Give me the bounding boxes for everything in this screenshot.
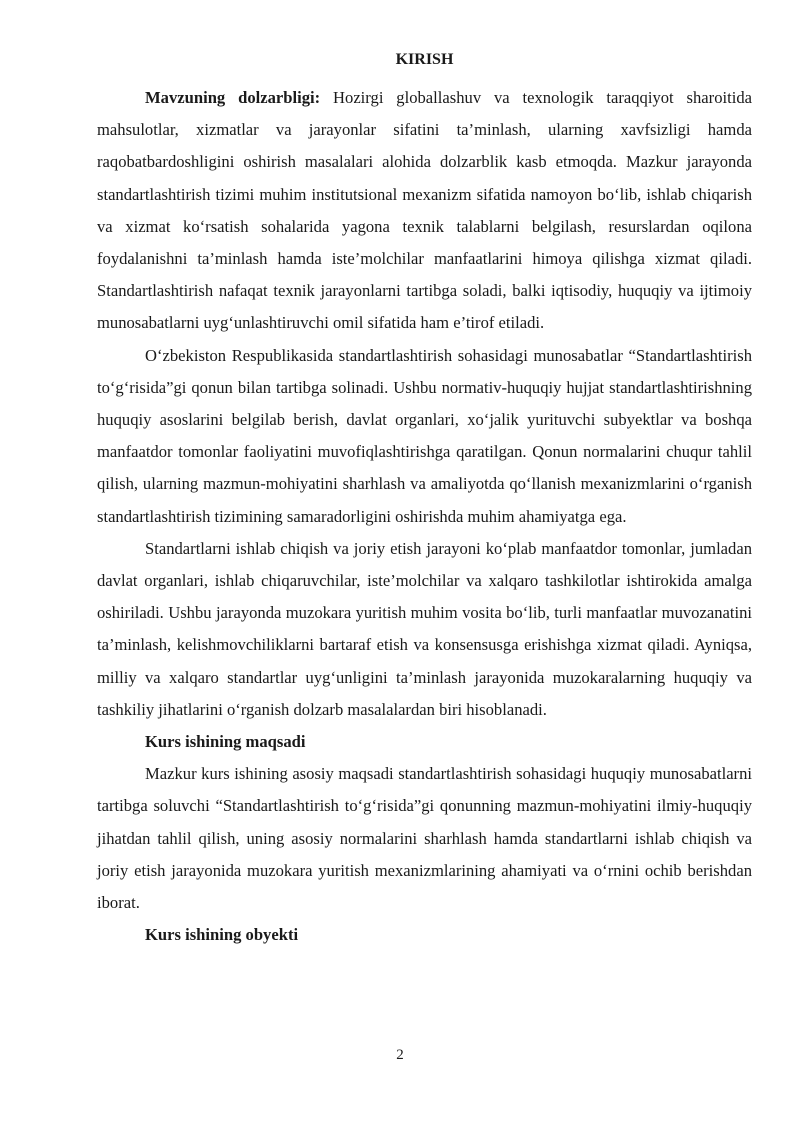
paragraph-text: Hozirgi globallashuv va texnologik taraqqiyot sharoitida mahsulotlar, xizmatlar va jarayonlar sifatini ta’minlash, ularning xavfsizligi hamda raqobatbardoshligini oshirish masalalari alohida dolzarblik kasb etmoqda. Mazkur jarayonda standartlashtirish tizimi muhim institutsional mexanizm sifatida namoyon bo‘lib, ishlab chiqarish va xizmat ko‘rsatish sohalarida yagona texnik talablarni belgilash, resurslardan oqilona foydalanishni ta’minlash hamda iste’molchilar manfaatlarini himoya qilishga xizmat qiladi. Standartlashtirish nafaqat texnik jarayonlarni tartibga soladi, balki iqtisodiy, huquqiy va ijtimoiy munosabatlarni uyg‘unlashtiruvchi omil sifatida ham e’tirof etiladi. [97,88,752,333]
section-heading-goal: Kurs ishining maqsadi [145,732,306,752]
page-title: KIRISH [395,51,454,68]
document-page [97,50,752,951]
paragraph-relevance [97,82,752,340]
paragraph-goal: Mazkur kurs ishining asosiy maqsadi standartlashtirish sohasidagi huquqiy munosabatlarni tartibga soluvchi “Standartlashtirish to‘g‘risida”gi qonunning mazmun-mohiyatini ilmiy-huquqiy jihatdan tahlil qilish, uning asosiy normalarini sharhlash hamda standartlarni ishlab chiqish va joriy etish jarayonida muzokara yuritish mexanizmlarining ahamiyati va o‘rnini ochib berishdan iborat. [97,764,752,913]
section-heading-object: Kurs ishining obyekti [145,925,299,945]
paragraph-law: O‘zbekiston Respublikasida standartlashtirish sohasidagi munosabatlar “Standartlashtirish to‘g‘risida”gi qonun bilan tartibga solinadi. Ushbu normativ-huquqiy hujjat standartlashtirishning huquqiy asoslarini belgilab berish, davlat organlari, xo‘jalik yurituvchi subyektlar va boshqa manfaatdor tomonlar faoliyatini muvofiqlashtirishga qaratilgan. Qonun normalarini chuqur tahlil qilish, ularning mazmun-mohiyatini sharhlash va amaliyotda qo‘llanish mexanizmlarini o‘rganish standartlashtirish tizimining samaradorligini oshirishda muhim ahamiyatga ega. [97,345,752,526]
page-number: 2 [396,1047,404,1063]
paragraph-negotiation: Standartlarni ishlab chiqish va joriy etish jarayoni ko‘plab manfaatdor tomonlar, jumladan davlat organlari, ishlab chiqaruvchilar, iste’molchilar va xalqaro tashkilotlar ishtirokida amalga oshiriladi. Ushbu jarayonda muzokara yuritish muhim vosita bo‘lib, turli manfaatlar muvozanatini ta’minlash, kelishmovchiliklarni bartaraf etish va konsensusga erishishga xizmat qiladi. Ayniqsa, milliy va xalqaro standartlar uyg‘unligini ta’minlash jarayonida muzokaralarning huquqiy va tashkiliy jihatlarini o‘rganish dolzarb masalalardan biri hisoblanadi. [97,538,752,719]
paragraph-lead: Mavzuning dolzarbligi: [145,88,321,107]
